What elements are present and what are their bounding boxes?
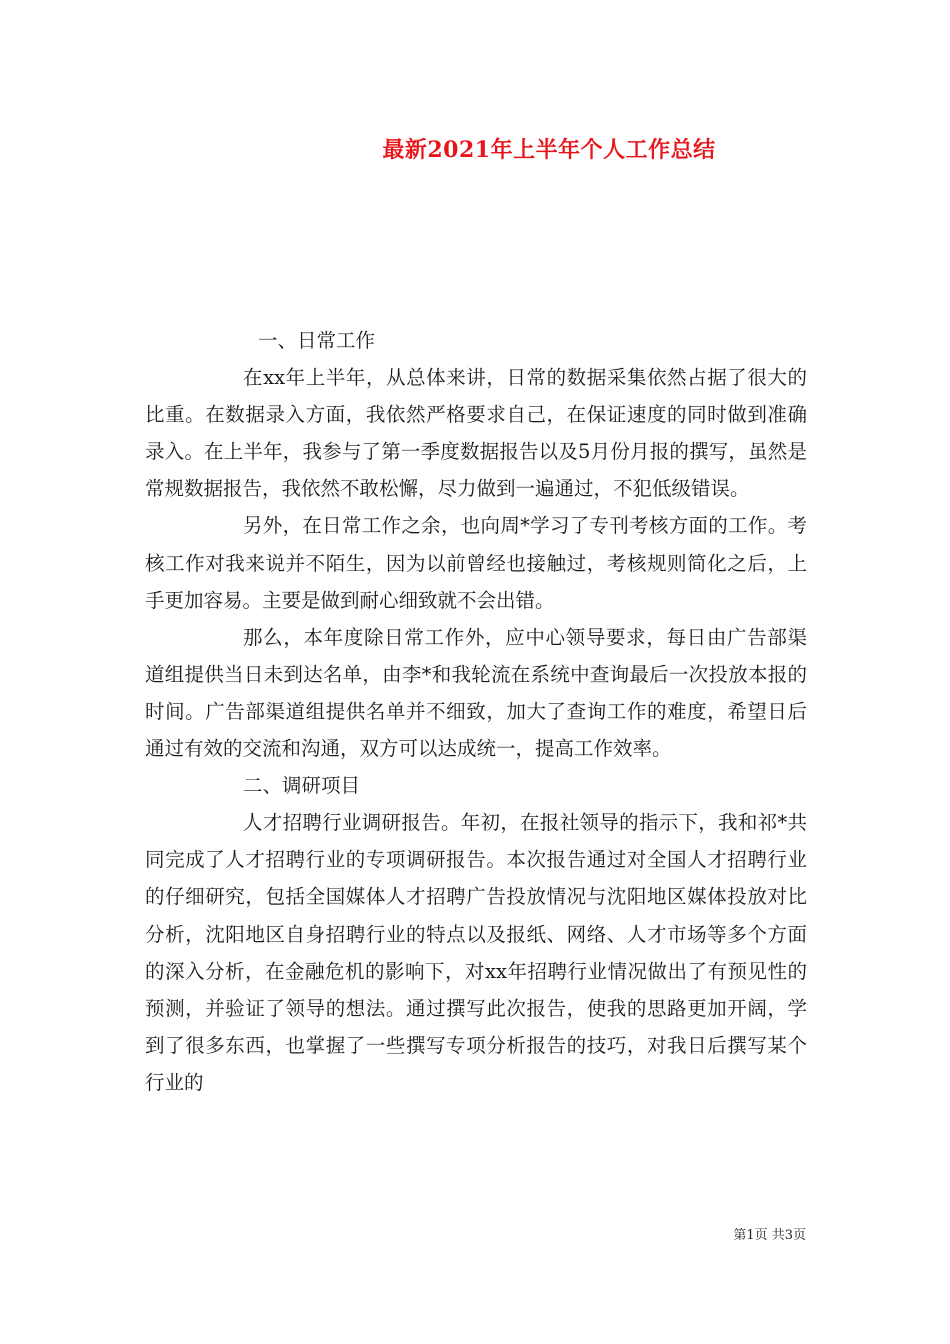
body-paragraph: 人才招聘行业调研报告。年初，在报社领导的指示下，我和祁*共同完成了人才招聘行业的专项调研报告。本次报告通过对全国人才招聘行业的仔细研究，包括全国媒体人才招聘广告投放情况与沈阳地区媒体投放对比分析，沈阳地区自身招聘行业的特点以及报纸、网络、人才市场等多个方面的深入分析，在金融危机的影响下，对xx年招聘行业情况做出了有预见性的预测，并验证了领导的想法。通过撰写此次报告，使我的思路更加开阔，学到了很多东西，也掌握了一些撰写专项分析报告的技巧，对我日后撰写某个行业的	[145, 811, 807, 1094]
page-number-footer: 第1页 共3页	[733, 1228, 806, 1243]
body-paragraph: 另外，在日常工作之余，也向周*学习了专刊考核方面的工作。考核工作对我来说并不陌生，因为以前曾经也接触过，考核规则简化之后，上手更加容易。主要是做到耐心细致就不会出错。	[145, 514, 807, 612]
document-body	[145, 322, 807, 1101]
document-title: 最新2021年上半年个人工作总结	[382, 137, 716, 163]
section-heading: 二、调研项目	[243, 774, 361, 798]
section-heading: 一、日常工作	[258, 329, 376, 352]
body-paragraph: 在xx年上半年，从总体来讲，日常的数据采集依然占据了很大的比重。在数据录入方面，我依然严格要求自己，在保证速度的同时做到准确录入。在上半年，我参与了第一季度数据报告以及5月份月报的撰写，虽然是常规数据报告，我依然不敢松懈，尽力做到一遍通过，不犯低级错误。	[145, 366, 807, 501]
body-paragraph: 那么，本年度除日常工作外，应中心领导要求，每日由广告部渠道组提供当日未到达名单，由李*和我轮流在系统中查询最后一次投放本报的时间。广告部渠道组提供名单并不细致，加大了查询工作的难度，希望日后通过有效的交流和沟通，双方可以达成统一，提高工作效率。	[145, 625, 807, 761]
